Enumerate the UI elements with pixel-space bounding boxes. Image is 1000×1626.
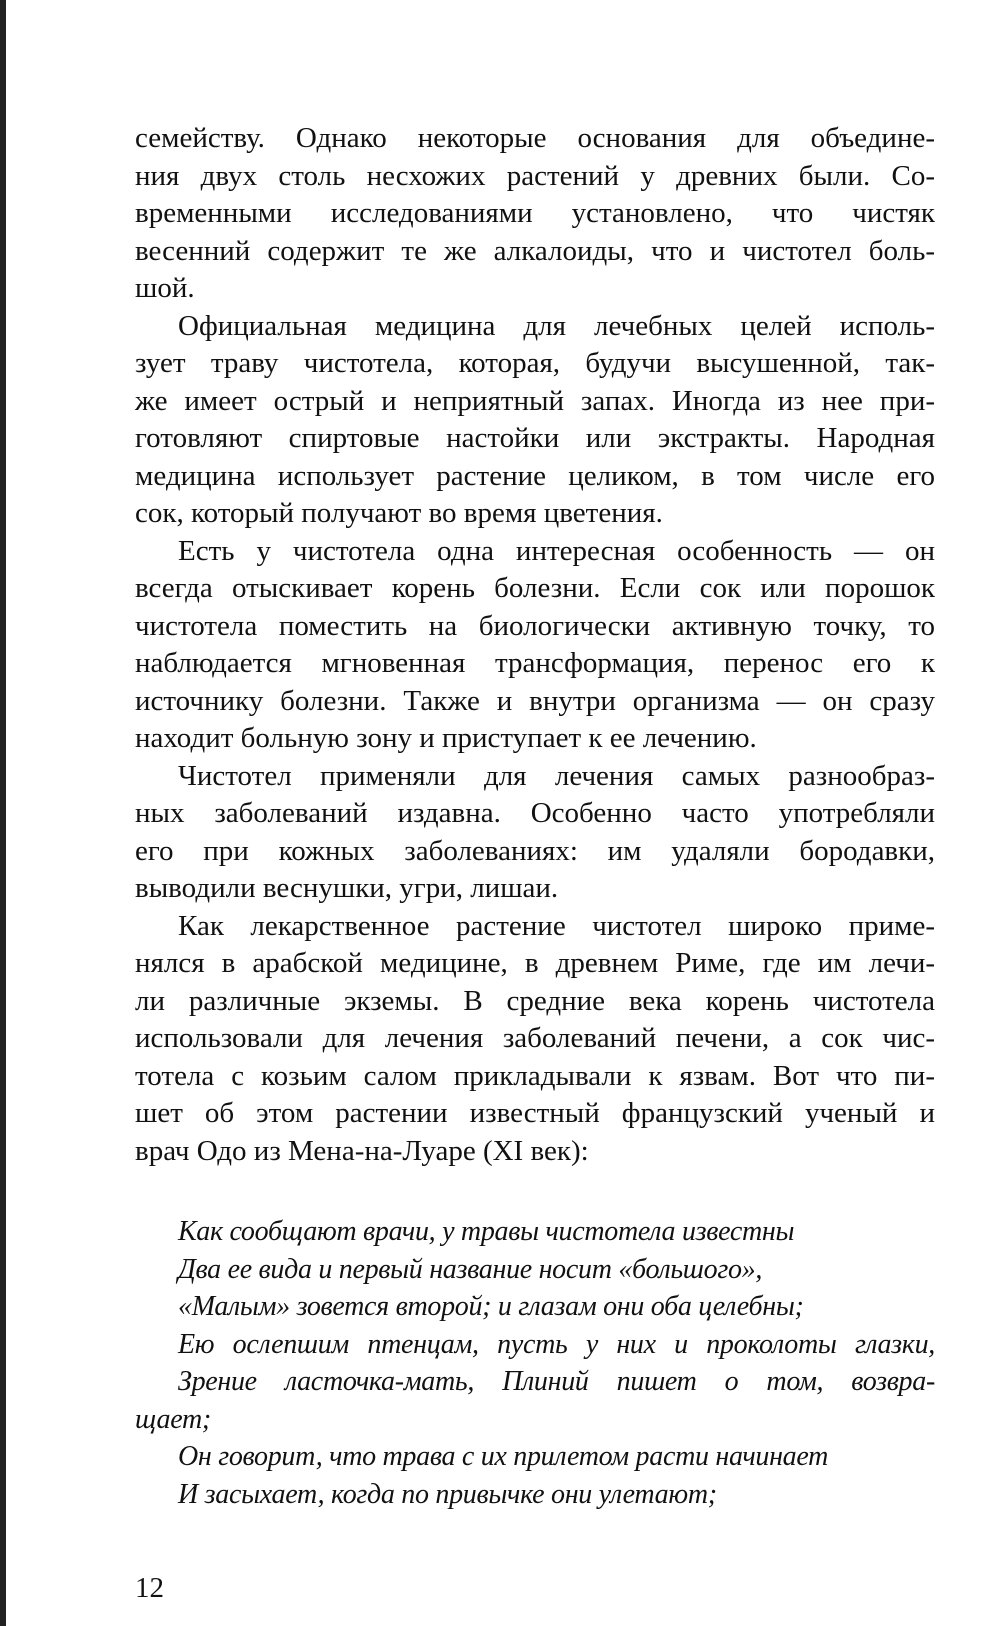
body-line: ных заболеваний издавна. Особенно часто употребляли — [135, 797, 935, 829]
body-line: зует траву чистотела, которая, будучи высушенной, так- — [135, 347, 935, 379]
body-line: ния двух столь несхожих растений у древних были. Со- — [135, 159, 935, 192]
poem-line: Ею ослепшим птенцам, пусть у них и проколоты глазки, — [178, 1328, 935, 1360]
body-line: шет об этом растении известный французский ученый и — [135, 1097, 935, 1129]
body-line: временными исследованиями установлено, что чистяк — [135, 197, 935, 229]
poem-line: Два ее вида и первый название носит «большого», — [178, 1253, 763, 1285]
body-line: шой. — [135, 272, 195, 304]
body-line: Чистотел применяли для лечения самых разнообраз- — [178, 759, 935, 792]
body-line: находит больную зону и приступает к ее лечению. — [135, 722, 757, 754]
body-line: врач Одо из Мена-на-Луаре (XI век): — [135, 1134, 589, 1167]
body-line: нялся в арабской медицине, в древнем Риме, где им лечи- — [135, 947, 935, 979]
body-line: чистотела поместить на биологически активную точку, то — [135, 609, 935, 642]
body-line: тотела с козьим салом прикладывали к язвам. Вот что пи- — [135, 1059, 935, 1092]
body-line: источнику болезни. Также и внутри организма — он сразу — [135, 684, 935, 717]
body-line: его при кожных заболеваниях: им удаляли бородавки, — [135, 834, 935, 867]
body-line: семейству. Однако некоторые основания для объедине- — [135, 122, 935, 154]
body-line: использовали для лечения заболеваний печени, а сок чис- — [135, 1022, 935, 1054]
body-line: медицина использует растение целиком, в том числе его — [135, 459, 935, 492]
body-line: готовляют спиртовые настойки или экстракты. Народная — [135, 422, 935, 454]
body-line: же имеет острый и неприятный запах. Иногда из нее при- — [135, 384, 935, 417]
body-line: выводили веснушки, угри, лишаи. — [135, 872, 559, 904]
body-line: всегда отыскивает корень болезни. Если сок или порошок — [135, 572, 935, 604]
body-line: весенний содержит те же алкалоиды, что и чистотел боль- — [135, 234, 935, 267]
body-line: наблюдается мгновенная трансформация, перенос его к — [135, 647, 935, 679]
poem-line: Зрение ласточка-мать, Плиний пишет о том, возвра- — [178, 1366, 935, 1397]
body-line: сок, который получают во время цветения. — [135, 497, 663, 529]
scan-edge — [0, 0, 6, 1626]
poem-line: Он говорит, что трава с их прилетом расти начинает — [178, 1441, 829, 1472]
body-line: ли различные экземы. В средние века корень чистотела — [135, 984, 935, 1017]
poem-line: Как сообщают врачи, у травы чистотела известны — [178, 1216, 795, 1247]
body-line: Официальная медицина для лечебных целей исполь- — [178, 309, 935, 342]
poem-line: щает; — [135, 1403, 211, 1435]
poem-line: И засыхает, когда по привычке они улетают; — [178, 1478, 717, 1510]
body-line: Есть у чистотела одна интересная особенность — он — [178, 534, 935, 567]
page-number: 12 — [135, 1572, 164, 1604]
poem-line: «Малым» зовется второй; и глазам они оба целебны; — [178, 1291, 804, 1322]
body-line: Как лекарственное растение чистотел широко приме- — [178, 909, 935, 942]
